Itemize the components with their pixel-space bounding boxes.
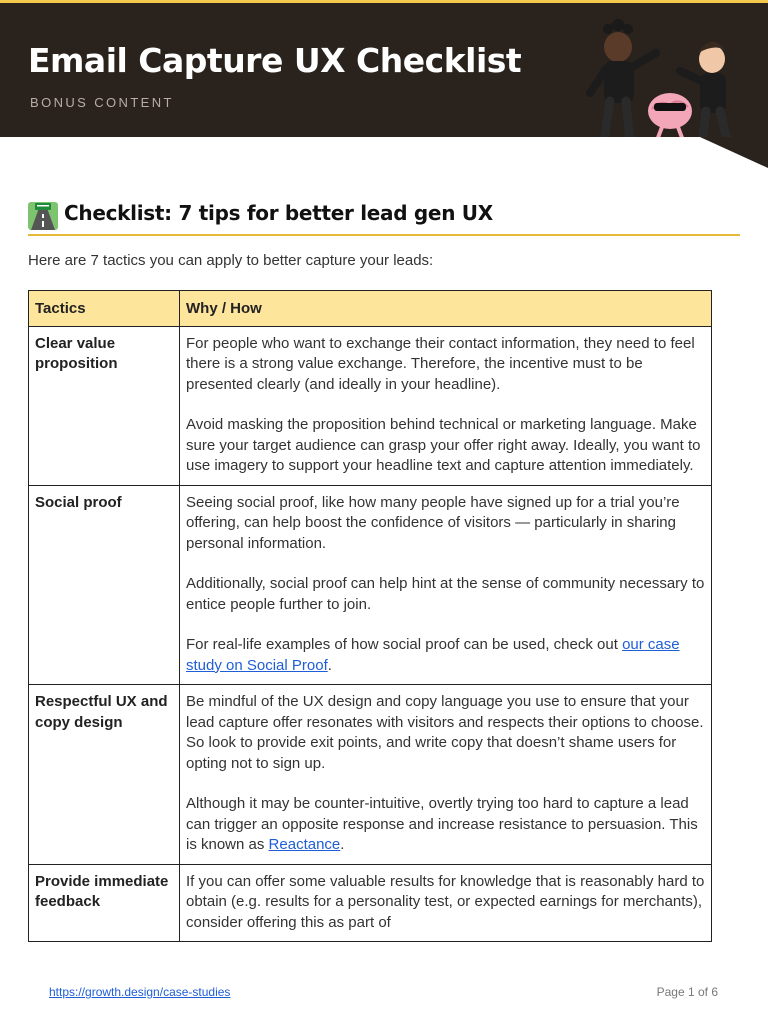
why-how-cell bbox=[180, 864, 712, 942]
why-how-cell bbox=[180, 685, 712, 865]
brain-mascot-illustration bbox=[648, 93, 692, 137]
paragraph: Be mindful of the UX design and copy language you use to ensure that your lead capture offer resonates with visitors and respects their options to choose. So look to provide exit points, and write copy that doesn’t shame users for opting not to sign up. bbox=[186, 693, 704, 772]
paragraph bbox=[186, 635, 705, 676]
table-header-row bbox=[29, 291, 712, 327]
paragraph bbox=[186, 794, 705, 856]
tactic-cell: Clear value proposition bbox=[29, 326, 180, 485]
tactic-cell: Social proof bbox=[29, 485, 180, 685]
paragraph: If you can offer some valuable results for knowledge that is reasonably hard to obtain (e.g. results for a personality test, or expected earnings for merchants), consider offering this as part of bbox=[186, 872, 705, 931]
person-right-illustration bbox=[680, 41, 736, 137]
tactic-cell: Respectful UX and copy design bbox=[29, 685, 180, 865]
intro-text: Here are 7 tactics you can apply to better capture your leads: bbox=[28, 252, 434, 269]
paragraph: Additionally, social proof can help hint at the sense of community necessary to entice people further to join. bbox=[186, 575, 705, 613]
social-proof-case-study-link[interactable]: our case study on Social Proof bbox=[186, 636, 680, 674]
motorway-road-icon bbox=[28, 202, 58, 230]
table-row bbox=[29, 685, 712, 865]
why-how-cell bbox=[180, 485, 712, 685]
reactance-link[interactable]: Reactance bbox=[268, 836, 341, 853]
paragraph-end: . bbox=[327, 656, 332, 674]
tactic-cell: Provide immediate feedback bbox=[29, 864, 180, 942]
column-header-tactics: Tactics bbox=[29, 291, 180, 327]
header-illustration bbox=[560, 3, 768, 137]
table-row bbox=[29, 864, 712, 942]
paragraph-end: . bbox=[340, 836, 345, 853]
section-title: Checklist: 7 tips for better lead gen UX bbox=[64, 201, 493, 225]
table-row bbox=[29, 326, 712, 485]
table-row bbox=[29, 485, 712, 685]
paragraph: For people who want to exchange their contact information, they need to feel there is a strong value exchange. Therefore, the incentive must to be presented clearly (and ideally in your headline). bbox=[186, 334, 695, 393]
page-number: Page 1 of 6 bbox=[656, 985, 718, 999]
paragraph: Avoid masking the proposition behind technical or marketing language. Make sure your target audience can grasp your offer right away. Ideally, you want to use imagery to support your headline text and capture attention immediately. bbox=[186, 416, 701, 474]
column-header-why-how: Why / How bbox=[180, 291, 712, 327]
person-left-illustration bbox=[590, 19, 656, 137]
tactics-table bbox=[28, 290, 712, 942]
paragraph-text: Although it may be counter-intuitive, overtly trying too hard to capture a lead can trigger an opposite response and increase resistance to persuasion. This is known as bbox=[186, 795, 698, 853]
footer-case-studies-link[interactable]: https://growth.design/case-studies bbox=[49, 985, 231, 999]
paragraph: Seeing social proof, like how many people have signed up for a trial you’re offering, can help boost the confidence of visitors — particularly in sharing personal information. bbox=[186, 493, 680, 552]
page-subtitle: BONUS CONTENT bbox=[30, 95, 174, 110]
page-header bbox=[0, 3, 768, 137]
page-title: Email Capture UX Checklist bbox=[28, 41, 522, 80]
section-heading bbox=[28, 198, 740, 236]
paragraph-text: For real-life examples of how social proof can be used, check out bbox=[186, 636, 623, 653]
why-how-cell bbox=[180, 326, 712, 485]
